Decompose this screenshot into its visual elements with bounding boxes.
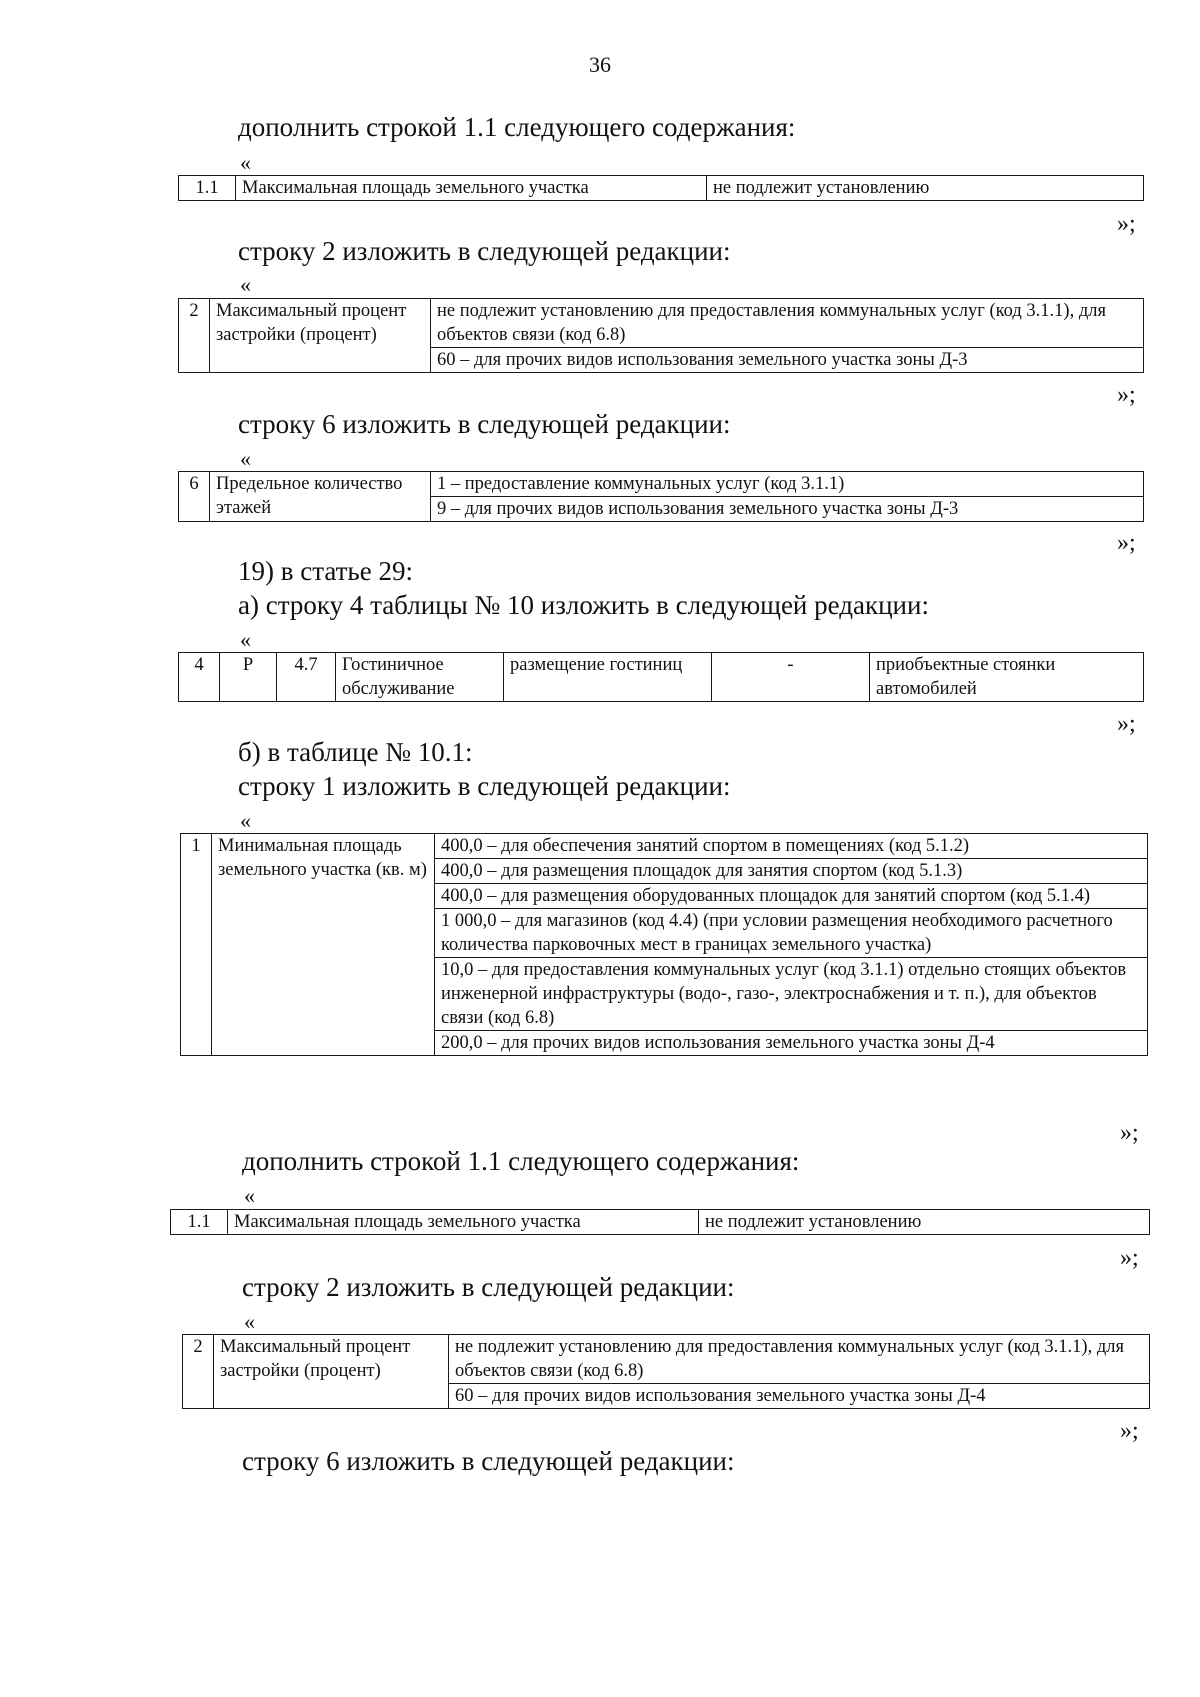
row-number: 1 [181,834,212,1056]
row-value: 1 000,0 – для магазинов (код 4.4) (при условии размещения необходимого расчетного количества парковочных мест в границах земельного участка) [435,909,1148,958]
quote-close: »; [1117,530,1136,556]
row-name: Максимальный процент застройки (процент) [214,1335,449,1409]
row-name: Минимальная площадь земельного участка (кв. м) [212,834,435,1056]
table10-row4 [178,652,1144,702]
block4-heading: дополнить строкой 1.1 следующего содержания: [242,1146,800,1176]
block3-table [178,471,1144,522]
row-number: 2 [183,1335,214,1409]
quote-open: « [244,1309,255,1334]
article-sub-a: а) строку 4 таблицы № 10 изложить в следующей редакции: [238,590,929,620]
quote-open: « [240,272,251,297]
block6-heading: строку 6 изложить в следующей редакции: [242,1446,735,1476]
table-row [183,1335,1150,1384]
row-value: 400,0 – для размещения площадок для занятия спортом (код 5.1.3) [435,859,1148,884]
table-row [179,299,1144,348]
article-sub-b2: строку 1 изложить в следующей редакции: [238,771,731,801]
row-number: 4 [179,653,220,702]
row-number: 2 [179,299,210,373]
quote-close: »; [1120,1120,1139,1146]
row-number: 1.1 [171,1210,228,1235]
row-value: не подлежит установлению [699,1210,1150,1235]
quote-close: »; [1117,711,1136,737]
table-row [181,834,1148,859]
table101-row1 [180,833,1148,1056]
quote-open: « [240,808,251,833]
block5-heading: строку 2 изложить в следующей редакции: [242,1272,735,1302]
row-value: 400,0 – для размещения оборудованных площадок для занятий спортом (код 5.1.4) [435,884,1148,909]
block5-table [182,1334,1150,1409]
table-row [171,1210,1150,1235]
row-value: не подлежит установлению [707,176,1144,201]
row-name: Максимальная площадь земельного участка [228,1210,699,1235]
row-value: не подлежит установлению для предоставления коммунальных услуг (код 3.1.1), для объектов связи (код 6.8) [449,1335,1150,1384]
block3-heading: строку 6 изложить в следующей редакции: [238,409,731,439]
table-row [179,176,1144,201]
block1-heading: дополнить строкой 1.1 следующего содержания: [238,112,796,142]
quote-close: »; [1117,211,1136,237]
row-name: Максимальный процент застройки (процент) [210,299,431,373]
block2-table [178,298,1144,373]
row-value: 200,0 – для прочих видов использования земельного участка зоны Д-4 [435,1031,1148,1056]
row-type: Р [220,653,277,702]
row-name: Гостиничное обслуживание [336,653,504,702]
article-heading: 19) в статье 29: [238,556,413,586]
block4-table [170,1209,1150,1235]
quote-close: »; [1120,1245,1139,1271]
quote-open: « [244,1183,255,1208]
row-conditional: - [712,653,870,702]
row-value: не подлежит установлению для предоставления коммунальных услуг (код 3.1.1), для объектов связи (код 6.8) [431,299,1144,348]
row-code: 4.7 [277,653,336,702]
article-sub-b: б) в таблице № 10.1: [238,737,473,767]
row-number: 6 [179,472,210,522]
page-number: 36 [589,52,611,77]
row-value: 60 – для прочих видов использования земельного участка зоны Д-3 [431,348,1144,373]
row-value: 60 – для прочих видов использования земельного участка зоны Д-4 [449,1384,1150,1409]
quote-open: « [240,150,251,175]
table-row [179,472,1144,497]
row-auxiliary: приобъектные стоянки автомобилей [870,653,1144,702]
row-value: 10,0 – для предоставления коммунальных услуг (код 3.1.1) отдельно стоящих объектов инженерной инфраструктуры (водо-, газо-, электроснабжения и т. п.), для объектов связи (код 6.8) [435,958,1148,1031]
quote-open: « [240,627,251,652]
row-name: Максимальная площадь земельного участка [236,176,707,201]
row-value: 9 – для прочих видов использования земельного участка зоны Д-3 [431,497,1144,522]
quote-close: »; [1117,382,1136,408]
row-description: размещение гостиниц [504,653,712,702]
block2-heading: строку 2 изложить в следующей редакции: [238,236,731,266]
row-value: 400,0 – для обеспечения занятий спортом в помещениях (код 5.1.2) [435,834,1148,859]
row-name: Предельное количество этажей [210,472,431,522]
quote-close: »; [1120,1418,1139,1444]
row-value: 1 – предоставление коммунальных услуг (код 3.1.1) [431,472,1144,497]
quote-open: « [240,446,251,471]
block1-table [178,175,1144,201]
row-number: 1.1 [179,176,236,201]
table-row [179,653,1144,702]
